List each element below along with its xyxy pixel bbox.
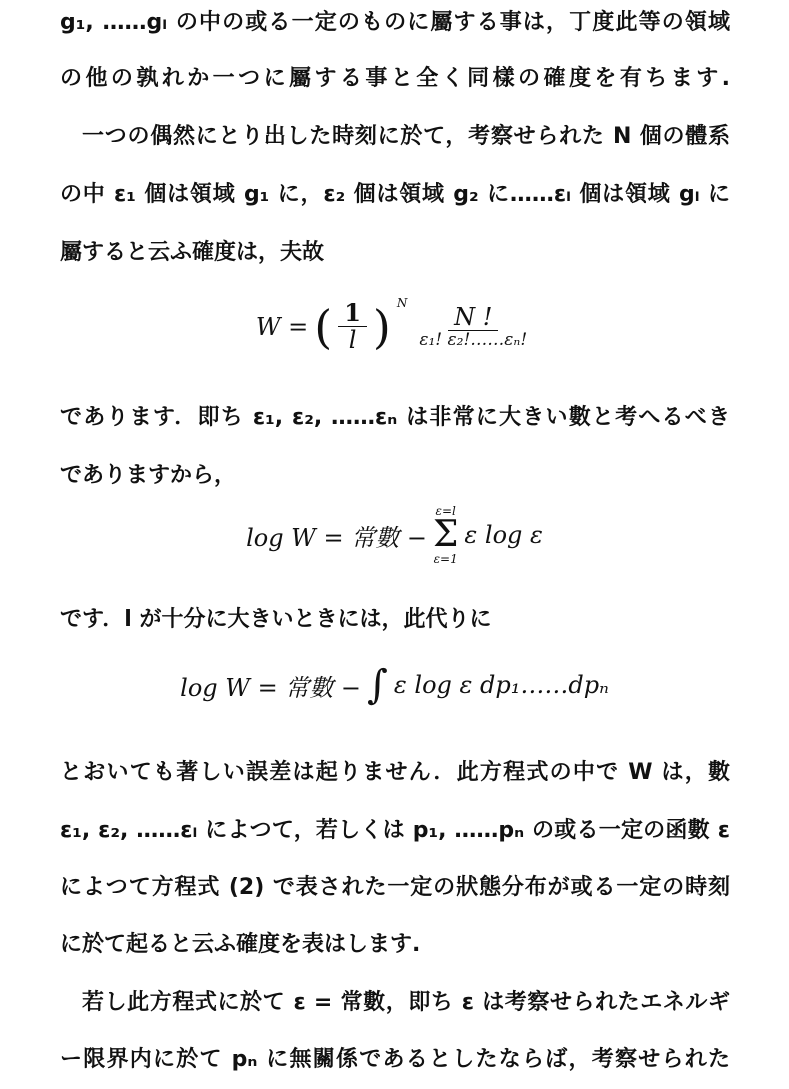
eq3-integral-symbol: ∫ <box>367 662 388 708</box>
equation-probability <box>0 296 789 370</box>
text-line-1: g₁, ……gₗ の中の或る一定のものに屬する事は，丁度此等の領域 <box>60 10 730 35</box>
eq1-paren-open: ( <box>314 299 333 354</box>
text-line-6: であります．即ち ε₁, ε₂, ……εₙ は非常に大きい數と考へるべき <box>60 405 730 430</box>
text-line-5: 屬すると云ふ確度は，夫故 <box>60 240 325 265</box>
eq3-rhs: ε log ε dp₁……dpₙ <box>393 671 609 699</box>
eq2-sum-upper: ε=l <box>435 504 456 518</box>
text-line-10: ε₁, ε₂, ……εₗ によつて，若しくは p₁, ……pₙ の或る一定の函數 ε <box>60 818 730 843</box>
text-line-7: でありますから， <box>60 463 237 488</box>
eq3-lhs: log W = 常數 − <box>180 673 362 702</box>
eq2-sum <box>433 505 458 565</box>
text-line-4: の中 ε₁ 個は領域 g₁ に，ε₂ 個は領域 g₂ に……εₗ 個は領域 gₗ に <box>60 182 730 207</box>
equation-log-sum <box>0 505 789 580</box>
eq1-inner-numerator: 1 <box>338 300 367 327</box>
eq1-exponent: N <box>396 296 408 310</box>
text-line-14: ー限界内に於て pₙ に無關係であるとしたならば，考察せられた <box>60 1047 730 1072</box>
eq2-rhs: ε log ε <box>464 521 543 549</box>
eq2-sum-lower: ε=1 <box>433 552 458 566</box>
eq1-paren-close: ) <box>372 299 391 354</box>
text-line-3: 一つの偶然にとり出した時刻に於て，考察せられた N 個の體系 <box>82 124 730 149</box>
eq2-lhs: log W = 常數 − <box>246 523 427 552</box>
text-line-9: とおいても著しい誤差は起りません．此方程式の中で W は，數 <box>60 760 730 785</box>
eq1-denominator: ε₁! ε₂!……εₙ! <box>419 330 528 351</box>
text-line-13: 若し此方程式に於て ε = 常數，即ち ε は考察せられたエネルギ <box>82 990 730 1015</box>
eq1-inner-fraction <box>338 300 367 354</box>
eq1-inner-denominator: l <box>348 326 357 355</box>
eq1-main-fraction <box>413 304 533 350</box>
equation-log-integral <box>0 662 789 725</box>
eq1-lhs: W = <box>255 312 309 341</box>
text-line-8: です．l が十分に大きいときには，此代りに <box>60 607 492 632</box>
text-line-11: によつて方程式 (2) で表された一定の狀態分布が或る一定の時刻 <box>60 875 730 900</box>
text-line-2: の他の孰れか一つに屬する事と全く同樣の確度を有ちます. <box>60 66 730 91</box>
eq1-numerator: N ! <box>448 304 498 331</box>
text-line-12: に於て起ると云ふ確度を表はします. <box>60 932 421 957</box>
eq2-sum-symbol: Σ <box>432 514 459 555</box>
